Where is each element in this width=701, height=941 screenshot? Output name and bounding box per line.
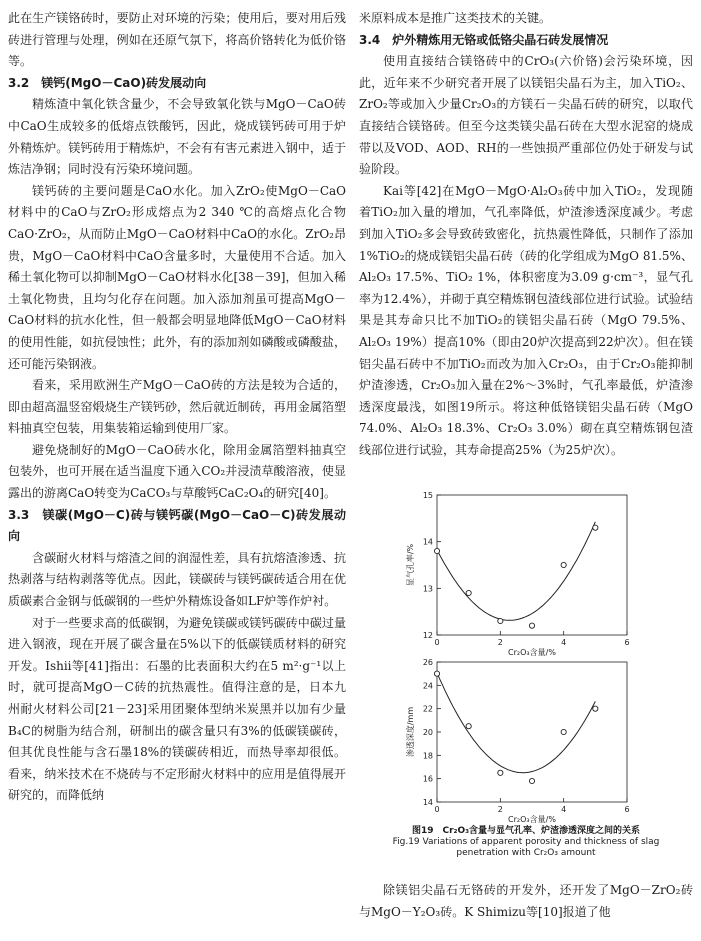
y-tick-label: 12 — [422, 631, 433, 640]
y-tick-label: 20 — [422, 728, 433, 737]
paragraph: 镁钙砖的主要问题是CaO水化。加入ZrO₂使MgO－CaO材料中的CaO与ZrO₂形成熔点为2 340 ℃的高熔点化合物CaO·ZrO₂，从而防止MgO－CaO材料中CaO的水化。ZrO₂昂贵，MgO－CaO材料中CaO含量多时，大量使用不合适。加入稀土氧化物可以抑制MgO－CaO材料水化[38－39]，但加入稀土氧化物贵，且均匀化存在问题。加入添加剂虽可提高MgO－CaO材料的抗水化性，但一般都会明显地降低MgO－CaO材料的使用性能，如抗侵蚀性；此外，有的添加剂如磷酸或磷酸盐，还可能污染钢液。 — [8, 183, 346, 371]
y-tick-label: 26 — [422, 658, 433, 667]
paragraph: 此在生产镁铬砖时，要防止对环境的污染；使用后，要对用后残砖进行管理与处理，例如在还原气氛下，将高价铬转化为低价铬等。 — [8, 11, 346, 69]
figure-19 — [359, 487, 693, 859]
section-heading-3-2: 3.2 镁钙(MgO－CaO)砖发展动向 — [8, 75, 207, 90]
penetration-chart — [359, 656, 693, 826]
paragraph: 避免烧制好的MgO－CaO砖水化，除用金属箔塑料抽真空包装外，也可开展在适当温度下通入CO₂并浸渍草酸溶液，使显露出的游离CaO转变为CaCO₃与草酸钙CaC₂O₄的研究[40]。 — [8, 442, 346, 501]
data-point — [434, 671, 439, 676]
data-point — [529, 623, 534, 628]
y-axis-label: 渗透深度/mm — [406, 706, 415, 758]
y-tick-label: 22 — [422, 704, 433, 714]
data-point — [466, 590, 471, 595]
y-tick-label: 16 — [422, 774, 433, 784]
data-point — [434, 548, 439, 553]
x-tick-label: 0 — [434, 805, 440, 814]
right-column-tail — [359, 880, 693, 923]
data-point — [529, 778, 534, 783]
paragraph: 米原料成本是推广这类技术的关键。 — [359, 11, 552, 25]
paragraph: Kai等[42]在MgO－MgO·Al₂O₃砖中加入TiO₂，发现随着TiO₂加入量的增加，气孔率降低，炉渣渗透深度减少。考虑到加入TiO₂多会导致砖致密化，抗热震性降低，只制作了添加1%TiO₂的烧成镁铝尖晶石砖（砖的化学组成为MgO 81.5%、Al₂O₃ 17.5%、TiO₂ 1%，体积密度为3.09 g·cm⁻³，显气孔率为12.4%），并砌于真空精炼钢包渣线部位进行试验。试验结果是其寿命只比不加TiO₂的镁铝尖晶石砖（MgO 79.5%、Al₂O₃ 19%）提高10%（即由20炉次提高到22炉次）。但在镁铝尖晶石砖中不加TiO₂而改为加入Cr₂O₃，由于Cr₂O₃能抑制炉渣渗透，Cr₂O₃加入量在2%～3%时，气孔率最低，炉渣渗透深度最浅，如图19所示。将这种低铬镁铝尖晶石砖（MgO 74.0%、Al₂O₃ 18.3%、Cr₂O₃ 3.0%）砌在真空精炼钢包渣线部位进行试验，其寿命提高25%（为25炉次）。 — [359, 183, 693, 457]
section-heading-3-4: 3.4 炉外精炼用无铬或低铬尖晶石砖发展情况 — [359, 32, 609, 47]
figure-caption-en: Fig.19 Variations of apparent porosity and thickness of slag — [392, 837, 660, 847]
figure-caption-cn: 图19 Cr₂O₃含量与显气孔率、炉渣渗透深度之间的关系 — [411, 826, 641, 836]
figure-caption-en: penetration with Cr₂O₃ amount — [456, 848, 596, 858]
porosity-chart — [359, 487, 693, 657]
data-point — [498, 770, 503, 775]
fit-curve — [437, 673, 595, 773]
data-point — [561, 562, 566, 567]
y-tick-label: 18 — [422, 751, 433, 761]
x-axis-label: Cr₂O₃含量/% — [508, 815, 556, 824]
y-tick-label: 15 — [422, 491, 433, 500]
x-axis-label: Cr₂O₃含量/% — [508, 648, 556, 657]
x-tick-label: 2 — [497, 805, 503, 814]
x-tick-label: 2 — [497, 638, 503, 647]
data-point — [593, 706, 598, 711]
paragraph: 对于一些要求高的低碳钢，为避免镁碳或镁钙碳砖中碳过量进入钢液，现在开展了碳含量在5%以下的低碳镁质材料的研究开发。Ishii等[41]指出：石墨的比表面积大约在5 m²·g⁻¹以上时，就可提高MgO－C砖的抗热震性。值得注意的是，日本九州耐火材料公司[21－23]采用团聚体型纳米炭黑并以加有少量B₄C的树脂为结合剂，研制出的碳含量只有3%的低碳镁碳砖，但其优良性能与含石墨18%的镁碳砖相近，而热导率却很低。看来，纳米技术在不烧砖与不定形耐火材料中的应用是值得展开研究的，而降低纳 — [8, 615, 346, 803]
left-column — [8, 8, 346, 807]
paragraph: 看来，采用欧洲生产MgO－CaO砖的方法是较为合适的，即由超高温竖窑煅烧生产镁钙砂，然后就近制砖，再用金属箔塑料抽真空包装，用集装箱运输到使用厂家。 — [8, 378, 346, 436]
y-axis-label: 显气孔率/% — [406, 543, 415, 587]
x-tick-label: 0 — [434, 638, 440, 647]
x-tick-label: 6 — [624, 638, 630, 647]
y-tick-label: 24 — [422, 681, 433, 691]
paragraph: 含碳耐火材料与熔渣之间的润湿性差，具有抗熔渣渗透、抗热剥落与结构剥落等优点。因此，镁碳砖与镁钙碳砖适合用在优质碳素合金钢与低碳钢的一些炉外精炼设备如LF炉等作炉衬。 — [8, 550, 346, 609]
data-point — [561, 729, 566, 734]
x-tick-label: 6 — [624, 805, 630, 814]
paragraph: 除镁铝尖晶石无铬砖的开发外，还开发了MgO－ZrO₂砖与MgO－Y₂O₃砖。K Shimizu等[10]报道了他 — [359, 883, 693, 919]
right-column — [359, 8, 693, 461]
y-tick-label: 13 — [422, 584, 433, 594]
section-heading-3-3: 3.3 镁碳(MgO－C)砖与镁钙碳(MgO－CaO－C)砖发展动向 — [8, 507, 346, 544]
y-tick-label: 14 — [422, 537, 433, 547]
data-point — [593, 525, 598, 530]
data-point — [466, 724, 471, 729]
paragraph: 精炼渣中氧化铁含量少，不会导致氧化铁与MgO－CaO砖中CaO生成较多的低熔点铁酸钙，因此，烧成镁钙砖可用于炉外精炼炉。镁钙砖用于精炼炉，不会有有害元素进入钢中，适于炼洁净钢；同时没有污染环境问题。 — [8, 97, 346, 177]
data-point — [498, 618, 503, 623]
paragraph: 使用直接结合镁铬砖中的CrO₃(六价铬)会污染环境，因此，近年来不少研究者开展了以镁铝尖晶石为主，加入TiO₂、ZrO₂等或加入少量Cr₂O₃的方镁石－尖晶石砖的研究，以取代直接结合镁铬砖。但至今这类镁尖晶石砖在大型水泥窑的烧成带以及VOD、AOD、RH的一些蚀损严重部位仍处于研发与试验阶段。 — [359, 54, 693, 177]
x-tick-label: 4 — [561, 805, 567, 814]
y-tick-label: 14 — [422, 798, 433, 807]
fit-curve — [437, 522, 595, 620]
x-tick-label: 4 — [561, 638, 567, 647]
